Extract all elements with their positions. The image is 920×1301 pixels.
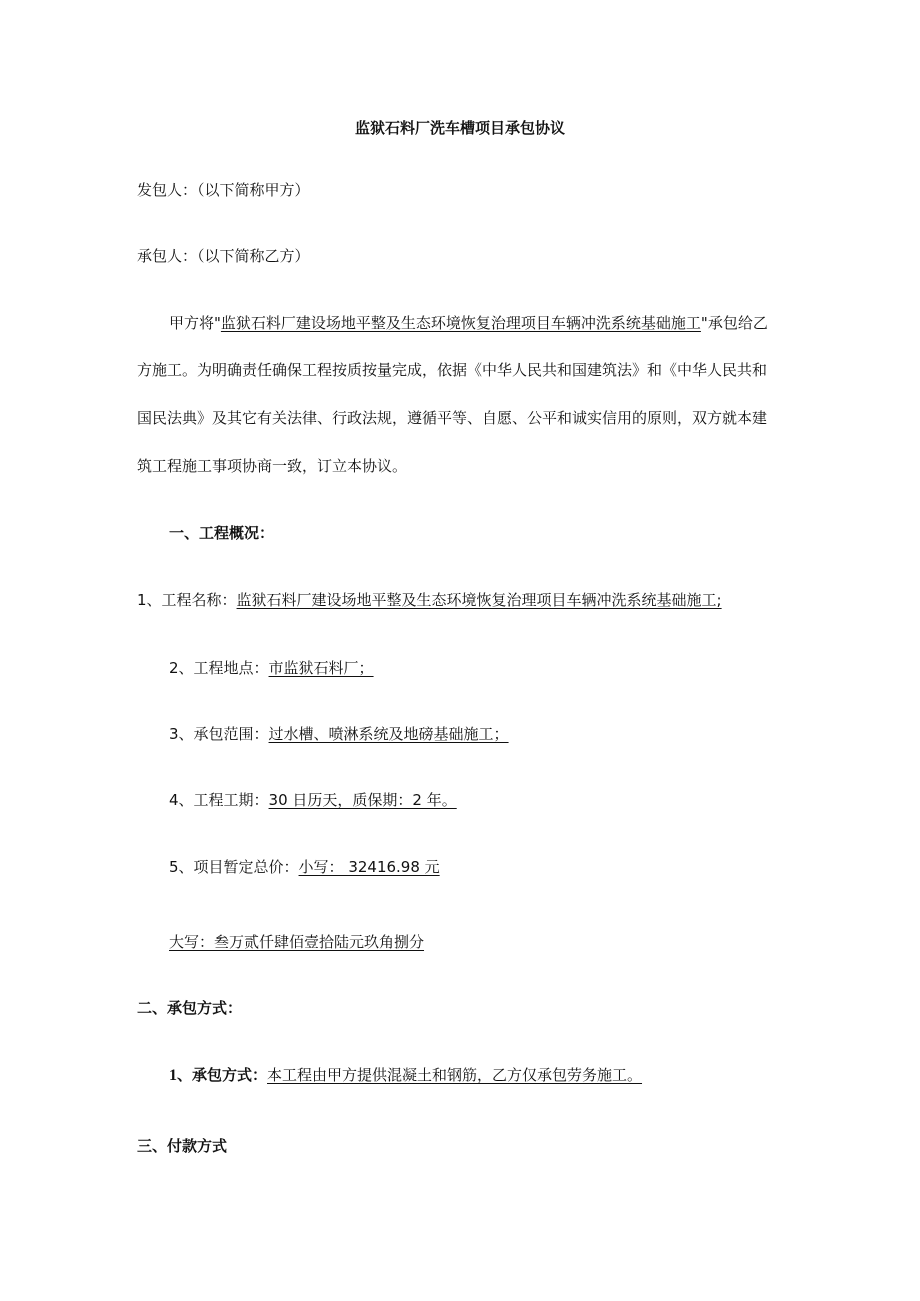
item-number: 1 [169, 1067, 177, 1084]
party-a-line: 发包人：（以下简称甲方） [137, 181, 310, 199]
price-in-capital: 大写：叁万贰仟肆佰壹拾陆元玖角捌分 [169, 933, 425, 951]
item-label: 4、工程工期： [169, 791, 269, 809]
intro-suffix: "承包给乙 [700, 314, 768, 332]
intro-line-4: 筑工程施工事项协商一致，订立本协议。 [137, 457, 408, 475]
intro-project-name: 监狱石料厂建设场地平整及生态环境恢复治理项目车辆冲洗系统基础施工 [220, 314, 701, 332]
item-project-name [137, 590, 722, 610]
intro-line-3: 国民法典》及其它有关法律、行政法规，遵循平等、自愿、公平和诚实信用的原则，双方就本建 [137, 409, 768, 427]
intro-prefix: 甲方将" [169, 314, 221, 332]
item-value: 30 日历天，质保期：2 年。 [268, 791, 457, 809]
item-project-duration [169, 790, 457, 810]
item-label: 3、承包范围： [169, 725, 269, 743]
item-value: 监狱石料厂建设场地平整及生态环境恢复治理项目车辆冲洗系统基础施工; [236, 591, 722, 609]
item-value: 本工程由甲方提供混凝土和钢筋，乙方仅承包劳务施工。 [267, 1066, 643, 1084]
item-project-location [169, 658, 374, 678]
section3-heading: 三、付款方式 [137, 1137, 228, 1155]
item-label: 2、工程地点： [169, 659, 269, 677]
item-value: 小写： 32416.98 元 [298, 858, 440, 876]
item-value: 市监狱石料厂； [268, 659, 374, 677]
section2-heading: 二、承包方式： [137, 999, 243, 1017]
item-label: 1、工程名称： [137, 591, 237, 609]
item-label: 5、项目暂定总价： [169, 858, 299, 876]
section1-heading: 一、工程概况： [169, 524, 275, 542]
intro-line-2: 方施工。为明确责任确保工程按质按量完成，依据《中华人民共和国建筑法》和《中华人民共和 [137, 361, 768, 379]
item-value: 过水槽、喷淋系统及地磅基础施工； [268, 725, 509, 743]
document-title: 监狱石料厂洗车槽项目承包协议 [354, 119, 565, 137]
item-label: 、承包方式： [177, 1066, 268, 1084]
section2-item [169, 1065, 642, 1086]
item-total-price [169, 857, 440, 877]
party-b-line: 承包人：（以下简称乙方） [137, 247, 310, 265]
intro-line-1 [169, 313, 768, 333]
item-contract-scope [169, 724, 509, 744]
